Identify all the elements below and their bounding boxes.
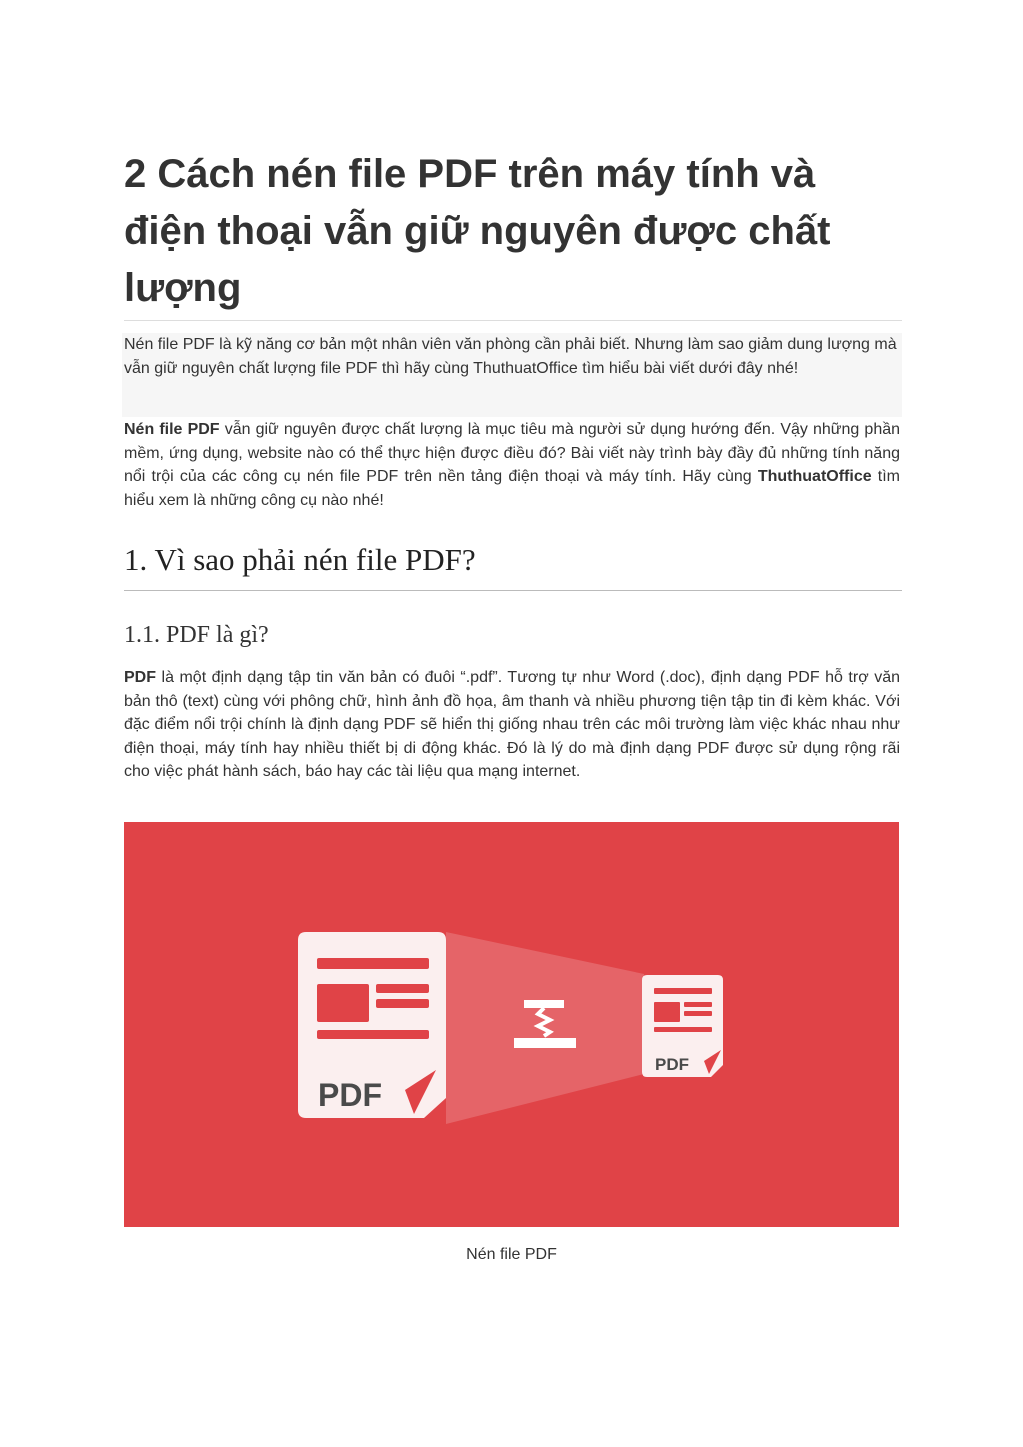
pdf-compress-figure [124, 822, 899, 1227]
intro-box [122, 333, 902, 417]
pdf-compress-illustration-icon [124, 822, 899, 1227]
bold-pdf: PDF [124, 669, 156, 686]
large-pdf-document-icon [298, 932, 446, 1118]
section-divider [124, 590, 902, 591]
paragraph-text: là một định dạng tập tin văn bản có đuôi “.pdf”. Tương tự như Word (.doc), định dạng PDF hỗ trợ văn bản thô (text) cùng với phông chữ, hình ảnh đồ họa, âm thanh và nhiều phương tiện tập tin đi kèm khác. Với đặc điểm nổi trội chính là định dạng PDF sẽ hiển thị giống nhau trên các môi trường làm việc khác nhau như điện thoại, máy tính hay nhiều thiết bị di động khác. Đó là lý do mà định dạng PDF được sử dụng rộng rãi cho việc phát hành sách, báo hay các tài liệu qua mạng internet. [124, 669, 900, 780]
title-divider [124, 320, 902, 321]
large-doc-label: PDF [318, 1077, 382, 1113]
bold-thuthuatoffice: ThuthuatOffice [757, 468, 872, 485]
small-doc-label: PDF [655, 1055, 689, 1074]
section-heading-1-1: 1.1. PDF là gì? [124, 622, 269, 648]
paragraph-text: vẫn giữ nguyên được chất lượng là mục tiêu mà người sử dụng hướng đến. Vậy những phần mềm, ứng dụng, website nào có thể thực hiện được điều đó? Bài viết này trình bày đầy đủ những tính năng nổi trội của các công cụ nén file PDF trên nền tảng điện thoại và máy tính. Hãy cùng [124, 421, 901, 485]
paragraph-intro-2 [124, 418, 900, 512]
intro-text: Nén file PDF là kỹ năng cơ bản một nhân viên văn phòng cần phải biết. Nhưng làm sao giảm dung lượng mà vẫn giữ nguyên chất lượng file PDF thì hãy cùng ThuthuatOffice tìm hiểu bài viết dưới đây nhé! [124, 336, 897, 377]
section-heading-1: 1. Vì sao phải nén file PDF? [124, 542, 476, 577]
article-title: 2 Cách nén file PDF trên máy tính và điện thoại vẫn giữ nguyên được chất lượng [124, 152, 831, 310]
small-pdf-document-icon [642, 975, 723, 1077]
paragraph-text: tìm hiểu xem là những công cụ nào nhé! [124, 468, 901, 509]
bold-nen-file-pdf: Nén file PDF [124, 421, 220, 438]
paragraph-pdf-definition [124, 666, 900, 784]
figure-caption: Nén file PDF [466, 1246, 557, 1263]
